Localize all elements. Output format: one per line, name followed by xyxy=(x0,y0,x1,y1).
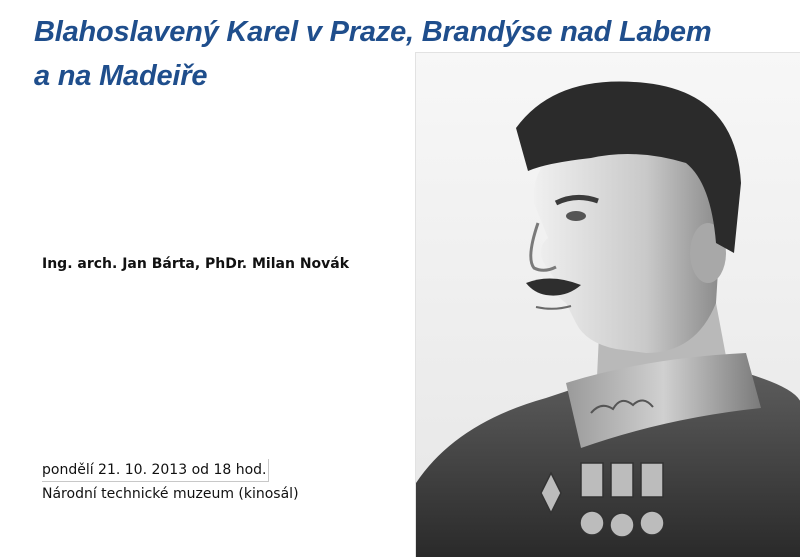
poster-title-line-2: a na Madeiře xyxy=(34,60,208,92)
poster-title-line-1: Blahoslavený Karel v Praze, Brandýse nad Labem xyxy=(34,16,712,48)
portrait-illustration xyxy=(416,53,800,557)
lecture-authors: Ing. arch. Jan Bárta, PhDr. Milan Novák xyxy=(42,256,350,272)
event-info xyxy=(42,458,299,506)
event-date: pondělí 21. 10. 2013 od 18 hod. xyxy=(42,459,269,482)
event-venue: Národní technické muzeum (kinosál) xyxy=(42,486,299,502)
portrait-photo xyxy=(415,52,800,557)
